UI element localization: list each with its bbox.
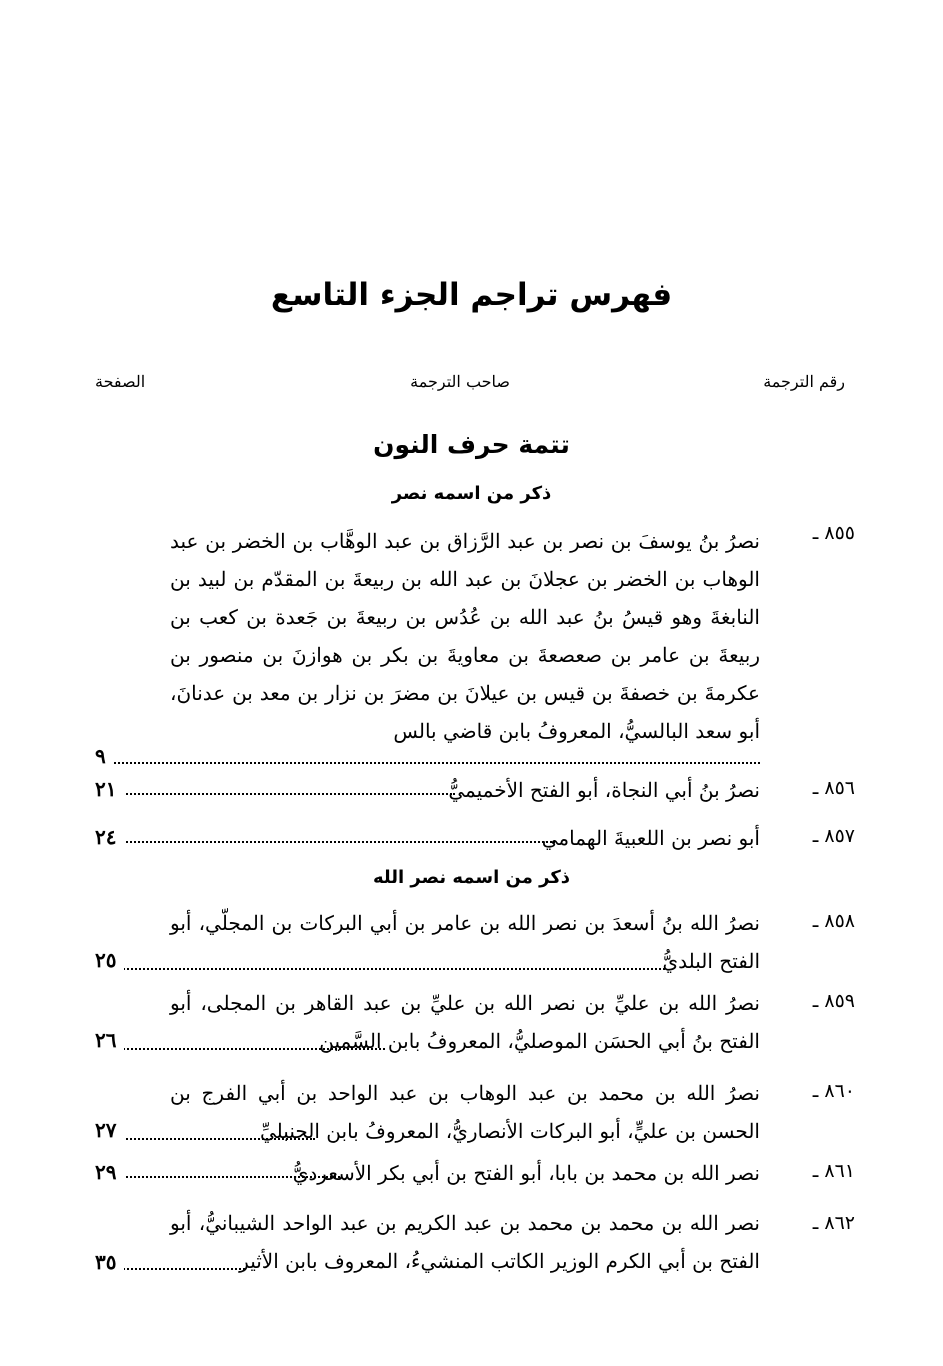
- entry-page-number: ٢٤: [95, 825, 124, 849]
- entry-text: نصر الله بن محمد بن بابا، أبو الفتح بن أبي بكر الأسعرديُّ: [292, 1161, 760, 1185]
- entry-text: نصر الله بن محمد بن محمد بن عبد الكريم بن عبد الواحد الشيبانيُّ، أبو الفتح بن أبي الكرم الوزير الكاتب المنشيءُ، المعروف بابن الأثير: [170, 1211, 760, 1273]
- dot-leader: [95, 755, 455, 795]
- entry-page-number: ٢٧: [95, 1118, 124, 1142]
- entry-text: نصرُ الله بن محمد بن عبد الوهاب بن عبد الواحد بن أبي الفرج بن الحسن بن عليٍّ، أبو البركات الأنصاريُّ، المعروفُ بابن الحنبليِّ: [170, 1081, 760, 1143]
- entry-number: ٨٥٩ ـ: [812, 990, 855, 1012]
- section-heading-nasr-allah: ذكر من اسمه نصر الله: [372, 867, 571, 888]
- entry-number: ٨٥٨ ـ: [812, 910, 855, 932]
- dot-leader: [95, 1100, 315, 1140]
- entry-text: نصرُ بنُ أبي النجاة، أبو الفتح الأخميميُّ: [448, 778, 760, 802]
- entry-page-number: ٢٦: [95, 1028, 124, 1052]
- entry-number: ٨٦١ ـ: [812, 1160, 855, 1182]
- entry-page-number: ٢٥: [95, 948, 124, 972]
- entry-page-number: ٢٩: [95, 1160, 124, 1184]
- dot-leader: [95, 1010, 385, 1050]
- entry-page-number: ٢١: [95, 777, 124, 801]
- entry-number: ٨٥٧ ـ: [812, 825, 855, 847]
- page-title: فهرس تراجم الجزء التاسع: [270, 277, 673, 313]
- dot-leader: [95, 1138, 340, 1178]
- dot-leader: [95, 930, 665, 970]
- dot-leader: [95, 803, 555, 843]
- entry-number: ٨٥٦ ـ: [812, 777, 855, 799]
- entry-page-number: ٣٥: [95, 1250, 124, 1274]
- entry-number: ٨٦٢ ـ: [812, 1212, 855, 1234]
- entry-text: نصرُ الله بن عليِّ بن نصر الله بن عليِّ بن عبد القاهر بن المجلى، أبو الفتح بنُ أبي الحسَن الموصليُّ، المعروفُ بابن السَّمين: [170, 991, 760, 1053]
- entry-text: نصرُ بنُ يوسفَ بن نصر بن عبد الرَّزاق بن عبد الوهَّاب بن الخضر بن عبد الوهاب بن الخضر بن عجلانَ بن عبد الله بن ربيعةَ بن المقدّم بن لبيد بن النابغةَ وهو قيسُ بنُ عبد الله بن عُدُس بن ربيعةَ بن جَعدة بن كعب بن ربيعةَ بن عامر بن صعصعةَ بن معاويةَ بن بكر بن هوازنَ بن منصور بن عكرمةَ بن خصفةَ بن قيس بن عيلانَ بن مضرَ بن نزار بن معد بن عدنانَ، أبو سعد البالسيُّ، المعروفُ بابن قاضي بالس: [170, 529, 760, 743]
- column-headers: [95, 372, 845, 402]
- column-header-person: صاحب الترجمة: [410, 372, 510, 391]
- entry-text: نصرُ الله بنُ أسعدَ بن نصر الله بن عامر بن أبي البركات بن المجلّي، أبو الفتح البلديُّ: [170, 911, 760, 973]
- section-heading-nasr: ذكر من اسمه نصر: [391, 483, 552, 504]
- column-header-page: الصفحة: [95, 372, 146, 391]
- column-header-number: رقم الترجمة: [763, 372, 845, 391]
- entry-number: ٨٦٠ ـ: [812, 1080, 855, 1102]
- entry-number: ٨٥٥ ـ: [812, 522, 855, 544]
- entry-page-number: ٩: [95, 744, 114, 768]
- letter-heading: تتمة حرف النون: [373, 430, 570, 459]
- entry-text: أبو نصر بن اللعبيةَ الهمامي: [541, 826, 760, 850]
